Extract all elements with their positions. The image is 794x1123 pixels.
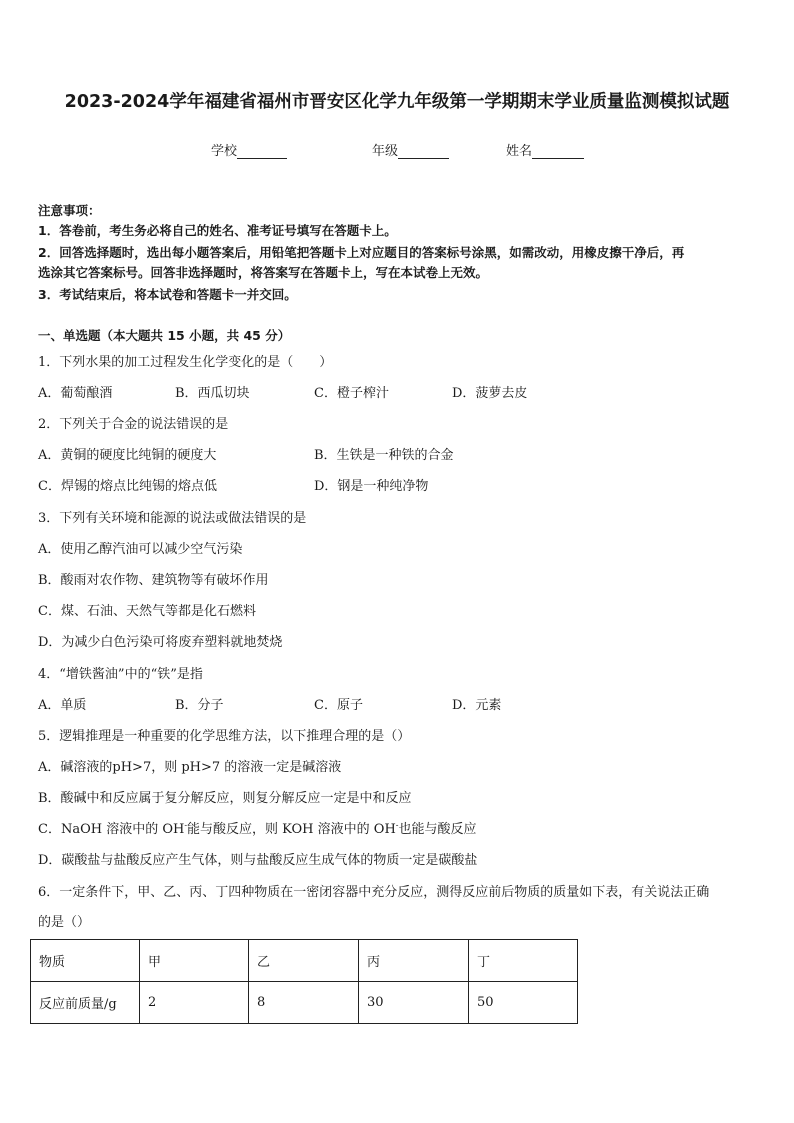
table-cell: 50	[469, 982, 578, 1024]
table-cell: 甲	[140, 940, 249, 982]
option: B．生铁是一种铁的合金	[314, 448, 454, 463]
table-cell: 丙	[359, 940, 469, 982]
table-cell: 2	[140, 982, 249, 1024]
option: A．葡萄酿酒	[38, 386, 113, 401]
option: A．单质	[38, 698, 87, 713]
option-text: C．NaOH 溶液中的 OH	[38, 822, 185, 837]
table-cell: 丁	[469, 940, 578, 982]
option: D．为减少白色污染可将废弃塑料就地焚烧	[38, 635, 283, 650]
question-stem: 的是（）	[38, 915, 91, 930]
note-item: 1．答卷前，考生务必将自己的姓名、准考证号填写在答题卡上。	[38, 223, 397, 238]
mass-table	[30, 939, 578, 1024]
question-stem: 4．“增铁酱油”中的“铁”是指	[38, 667, 203, 682]
superscript: -	[395, 820, 399, 830]
note-item: 2．回答选择题时，选出每小题答案后，用铅笔把答题卡上对应题目的答案标号涂黑，如需改动，用橡皮擦干净后，再	[38, 245, 685, 260]
name-label: 姓名	[506, 144, 533, 159]
note-item: 3．考试结束后，将本试卷和答题卡一并交回。	[38, 287, 297, 302]
name-blank[interactable]	[532, 144, 584, 159]
page-title: 2023-2024学年福建省福州市晋安区化学九年级第一学期期末学业质量监测模拟试题	[64, 92, 730, 112]
option: D．元素	[452, 698, 502, 713]
table-cell: 物质	[31, 940, 140, 982]
option: B．分子	[175, 698, 224, 713]
table-header-row	[31, 940, 578, 982]
table-cell: 反应前质量/g	[31, 982, 140, 1024]
option-text: 也能与酸反应	[398, 822, 477, 837]
school-field	[211, 140, 287, 159]
option: C．橙子榨汁	[314, 386, 389, 401]
question-stem: 6．一定条件下，甲、乙、丙、丁四种物质在一密闭容器中充分反应，测得反应前后物质的质量如下表，有关说法正确	[38, 885, 710, 900]
table-cell: 8	[249, 982, 359, 1024]
grade-label: 年级	[372, 144, 399, 159]
option	[38, 821, 477, 839]
school-label: 学校	[211, 144, 238, 159]
name-field	[506, 140, 584, 159]
table-cell: 30	[359, 982, 469, 1024]
option: B．酸雨对农作物、建筑物等有破坏作用	[38, 573, 269, 588]
grade-field	[372, 140, 449, 159]
question-stem: 2．下列关于合金的说法错误的是	[38, 417, 229, 432]
school-blank[interactable]	[237, 144, 287, 159]
section-heading: 一、单选题（本大题共 15 小题，共 45 分）	[38, 328, 291, 343]
option: C．焊锡的熔点比纯锡的熔点低	[38, 479, 217, 494]
option: C．原子	[314, 698, 363, 713]
option: A．黄铜的硬度比纯铜的硬度大	[38, 448, 217, 463]
table-row	[31, 982, 578, 1024]
table-cell: 乙	[249, 940, 359, 982]
option: A．碱溶液的pH>7，则 pH>7 的溶液一定是碱溶液	[38, 760, 342, 775]
question-stem: 5．逻辑推理是一种重要的化学思维方法，以下推理合理的是（）	[38, 729, 411, 744]
option: A．使用乙醇汽油可以减少空气污染	[38, 542, 243, 557]
option-text: 能与酸反应，则 KOH 溶液中的 OH	[187, 822, 396, 837]
option: B．酸碱中和反应属于复分解反应，则复分解反应一定是中和反应	[38, 791, 412, 806]
grade-blank[interactable]	[398, 144, 449, 159]
option: B．西瓜切块	[175, 386, 250, 401]
option: D．碳酸盐与盐酸反应产生气体，则与盐酸反应生成气体的物质一定是碳酸盐	[38, 853, 478, 868]
notes-heading: 注意事项：	[38, 203, 101, 218]
option: C．煤、石油、天然气等都是化石燃料	[38, 604, 256, 619]
superscript: -	[184, 820, 188, 830]
option: D．钢是一种纯净物	[314, 479, 429, 494]
question-stem: 3．下列有关环境和能源的说法或做法错误的是	[38, 511, 307, 526]
option: D．菠萝去皮	[452, 386, 528, 401]
question-stem: 1．下列水果的加工过程发生化学变化的是（ ）	[38, 355, 333, 370]
note-item: 选涂其它答案标号。回答非选择题时，将答案写在答题卡上，写在本试卷上无效。	[38, 265, 489, 280]
